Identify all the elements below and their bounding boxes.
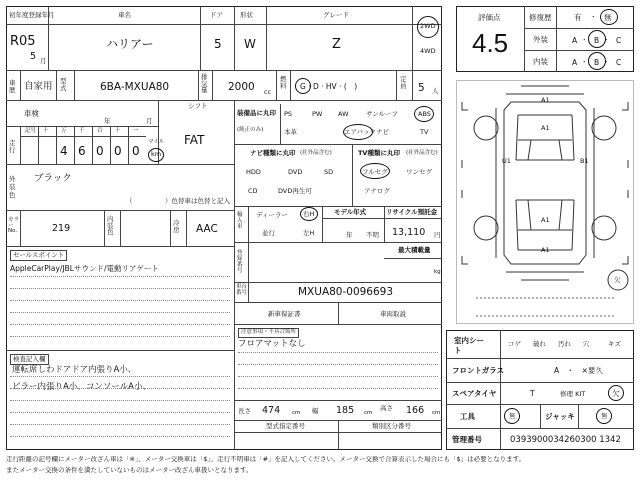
mileage-col-divider [38, 126, 39, 164]
seat-label: 室内シート [454, 336, 484, 355]
mileage-digit: 0 [96, 144, 104, 158]
navi-item: HDD [246, 168, 261, 176]
equipment-item: AW [338, 110, 349, 118]
car-name: ハリアー [106, 37, 154, 51]
grade-option: A [572, 58, 578, 67]
seat-item: 穴 [583, 340, 590, 348]
mileage-digit-header: 一 [133, 128, 139, 134]
drive-2wd: 2WD [420, 22, 436, 30]
ac-value: AAC [196, 223, 218, 235]
mileage-digit: 0 [132, 144, 140, 158]
jack-none: 無 [601, 412, 608, 420]
yen-unit: 円 [434, 231, 441, 239]
grade-sep: ・ [581, 36, 588, 44]
import-label: 輸入車 [237, 212, 243, 231]
grade-sep: ・ [581, 58, 588, 66]
exterior-grade-label: 外装 [533, 35, 548, 44]
fuel-label: 燃料 [280, 75, 287, 90]
diag-label-3: U1 [502, 157, 511, 165]
notes-line [238, 376, 438, 377]
color-no: 219 [52, 223, 71, 234]
tool-label: 工具 [460, 412, 475, 421]
notes-line [238, 352, 438, 353]
mileage-label: 走行 [9, 139, 16, 154]
equipment-item: PS [284, 110, 293, 118]
jack-label: ジャッキ [545, 412, 575, 421]
vehicle-inspection-label: 車検 [24, 109, 39, 118]
sales-point-line [10, 312, 230, 313]
sales-point-line [10, 288, 230, 289]
inspector-line-2: ピラー内張りA小、コンソールA小、 [12, 382, 151, 392]
mileage-digit-header: 十 [43, 128, 49, 134]
navi-item: CD [248, 187, 258, 195]
chassis-value: MXUA80-0096693 [298, 286, 394, 298]
glass-label: フロントガラス [452, 366, 505, 375]
doors: 5 [214, 37, 222, 51]
recycle-value: 13,110 [392, 227, 426, 238]
first-reg-year: R05 [10, 34, 36, 49]
diag-label-4: B1 [580, 157, 589, 165]
mileage-digit: 4 [60, 144, 68, 158]
recycle-label: リサイクル預託金 [386, 208, 438, 216]
equipment-item: エアバック [344, 128, 376, 136]
sales-point-line [10, 324, 230, 325]
grade-option: B [594, 58, 600, 67]
mileage-digit-header: 百 [97, 128, 103, 134]
notes-line [238, 364, 438, 365]
fuel-options: G · D · HV · ( ) [300, 82, 358, 91]
tv-sublabel: (社外品含む) [406, 150, 438, 156]
equipment-item: ナビ [376, 128, 389, 136]
navi-item: SD [324, 168, 334, 176]
mileage-col-divider [74, 126, 75, 164]
equipment-sublabel: (純正のみ) [237, 127, 264, 133]
grade-option: C [616, 36, 622, 45]
class-label: 類別区分番号 [372, 422, 411, 430]
notes-label: 注意事項・不具合箇所 [238, 328, 299, 338]
grade: Z [332, 37, 341, 52]
mgmt-label: 管理番号 [452, 435, 482, 444]
mileage-digit-header: 千 [79, 128, 85, 134]
equipment-item: TV [420, 128, 429, 136]
sales-point-line [10, 300, 230, 301]
width-label: 幅 [312, 407, 319, 415]
sales-point-line [10, 336, 230, 337]
mgmt-value: 0393900034260300 1342 [510, 435, 621, 445]
mileage-col-divider [56, 126, 57, 164]
length-unit: cm [292, 410, 301, 416]
inspector-report-line [10, 412, 230, 413]
spare-t: T [530, 389, 535, 398]
grade-option: A [572, 36, 578, 45]
tv-item: アナログ [364, 187, 390, 195]
car-name-label: 車名 [118, 11, 131, 19]
grade-option: B [594, 36, 600, 45]
navi-label: ナビ種類に丸印 [250, 149, 296, 157]
equipment-item: ABS [418, 110, 431, 118]
exterior-note: （ ）色替車は色替と記入 [126, 197, 230, 205]
shift-label: シフト [188, 102, 208, 110]
tv-item: フルセグ [362, 168, 388, 176]
door-label: ドア [210, 11, 223, 19]
mileage-col-divider [92, 126, 93, 164]
displacement-label: 排気量 [201, 73, 208, 94]
left-h: 左H [303, 229, 315, 237]
ac-label: 冷房 [173, 219, 180, 234]
capacity-label: 定員 [400, 75, 407, 90]
model-year-unit: 年 [346, 231, 353, 239]
use-label: 車歴 [9, 79, 16, 94]
footer-line-1: 走行距離の記号欄にメーター改ざん車は「※」、メーター交換車は「$」、走行不明車は「#」を記入してください。メーター交換で合算表示した場合にも「$」は必要となります。 [6, 456, 526, 463]
repair-sep: ・ [590, 13, 597, 21]
width-unit: cm [364, 410, 373, 416]
shape-label: 形状 [240, 11, 253, 19]
right-h: 右H [303, 210, 315, 218]
person-unit: 人 [432, 87, 439, 95]
drive-4wd: 4WD [420, 47, 436, 55]
model-year-label: モデル年式 [334, 208, 367, 216]
grade-label: グレード [323, 11, 349, 19]
seat-item: 破れ [533, 340, 546, 348]
width-value: 185 [336, 405, 355, 416]
equipment-item: PW [312, 110, 323, 118]
sales-point-line [10, 276, 230, 277]
interior-color-label: 内装色 [107, 215, 114, 236]
shape: W [244, 37, 256, 51]
seat-item: キズ [608, 340, 621, 348]
shift-value: FAT [184, 133, 205, 147]
tv-label: TV種類に丸印 [358, 149, 400, 157]
equipment-item: サンルーフ [366, 110, 398, 118]
spare-label: スペアタイヤ [452, 389, 497, 398]
navi-sublabel: (社外品含む) [300, 150, 332, 156]
diag-label-6: A1 [541, 246, 550, 254]
inspector-report-line [10, 424, 230, 425]
tv-item: ワンセグ [406, 168, 432, 176]
warranty-label: 新車保証書 [268, 310, 301, 318]
equipment-item: 本革 [284, 128, 297, 136]
repair-no: 無 [604, 13, 612, 22]
score-label: 評価点 [478, 13, 501, 22]
use-value: 自家用 [24, 81, 53, 92]
length-value: 474 [262, 405, 281, 416]
model-value: 6BA-MXUA80 [100, 81, 170, 93]
sales-point-text: AppleCarPlay/JBLサウンド/電動リアゲート [10, 264, 159, 273]
model-label: 型式 [60, 77, 67, 92]
mileage-digit-header: 記号 [25, 128, 37, 134]
month-unit: 月 [40, 57, 47, 65]
footer-line-2: またメーター交換の条件を満たしていないものはメーター改ざん車扱いとなります。 [6, 466, 253, 474]
inspector-report-line [10, 376, 230, 377]
mileage-digit-header: 万 [61, 128, 67, 134]
tool-none: 無 [509, 412, 516, 420]
height-label: 高さ [380, 404, 393, 412]
interior-grade-label: 内装 [533, 57, 548, 66]
inspector-report-label: 検査記入欄 [10, 354, 49, 365]
repair-label: 修復歴 [529, 13, 552, 22]
navi-item: DVD再生可 [278, 187, 312, 195]
insp-month-unit: 月 [146, 117, 153, 125]
unknown-label: 不明 [366, 231, 379, 239]
inspector-line-1: 運転席しわドアドア内張りA小、 [12, 365, 137, 375]
type-label: 型式指定番号 [266, 422, 305, 430]
manual-label: 車両取説 [380, 310, 406, 318]
diag-label-5: A1 [541, 216, 550, 224]
grade-option: C [616, 58, 622, 67]
mileage-col-divider [110, 126, 111, 164]
first-reg-label: 初年度登録年月 [9, 11, 55, 19]
first-reg-month: 5 [30, 51, 37, 62]
grade-sep: ・ [603, 36, 610, 44]
diag-label-7: 欠 [614, 276, 621, 284]
kg-unit: kg [434, 269, 441, 275]
mileage-digit-header: 十 [115, 128, 121, 134]
diag-label-2: A1 [541, 124, 550, 132]
cc-unit: cc [264, 88, 272, 96]
spare-kit: 修理 KIT [560, 390, 586, 398]
exterior-label: 外装色 [9, 175, 16, 199]
reg-no-label: 登録番号 [237, 250, 243, 275]
mile-label: マイル [148, 139, 165, 145]
inspector-report-line [10, 388, 230, 389]
capacity-value: 5 [418, 82, 425, 94]
height-unit: cm [432, 410, 441, 416]
mileage-col-divider [128, 126, 129, 164]
displacement-value: 2000 [228, 81, 255, 93]
mileage-digit: 0 [114, 144, 122, 158]
seat-item: 汚れ [558, 340, 571, 348]
seat-item: コゲ [508, 340, 521, 348]
inspector-report-line [10, 436, 230, 437]
insp-year-unit: 年 [104, 117, 111, 125]
grade-sep: ・ [603, 58, 610, 66]
dealer-label: ディーラー [256, 211, 288, 219]
diag-label-1: A1 [541, 96, 550, 104]
equipment-label: 装備品に丸印 [237, 109, 276, 117]
parallel-label: 並行 [262, 229, 275, 237]
exterior-value: ブラック [34, 173, 72, 184]
spare-missing: 欠 [612, 389, 620, 398]
km-label: km [151, 150, 162, 158]
color-no-label: カラーNo. [8, 217, 20, 234]
length-label: 長さ [238, 407, 251, 415]
inspector-report-line [10, 400, 230, 401]
notes-line [238, 388, 438, 389]
max-load-label: 最大積載量 [398, 246, 431, 254]
sales-point-label: セールスポイント [10, 250, 67, 261]
height-value: 166 [406, 405, 425, 416]
score-value: 4.5 [472, 28, 509, 58]
chassis-label: 車台番号 [236, 284, 248, 297]
notes-value: フロアマットなし [238, 339, 306, 349]
mileage-digit: 6 [78, 144, 86, 158]
navi-item: DVD [288, 168, 303, 176]
repair-yes: 有 [574, 13, 582, 22]
car-diagram [456, 80, 634, 324]
glass-value: A ・ ×要久 [554, 366, 603, 375]
